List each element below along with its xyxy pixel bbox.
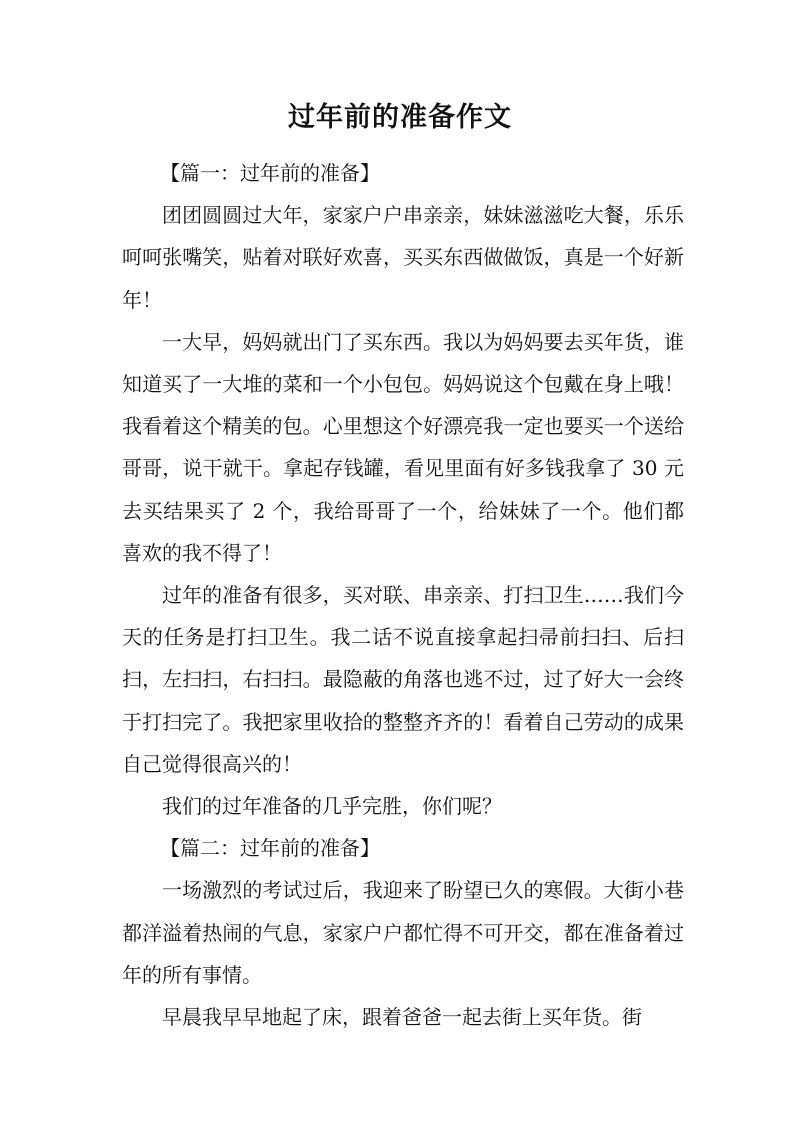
paragraph: 团团圆圆过大年，家家户户串亲亲，妹妹滋滋吃大餐，乐乐呵呵张嘴笑，贴着对联好欢喜，买买东西做做饭，真是一个好新年！ bbox=[122, 203, 684, 312]
document-title: 过年前的准备作文 bbox=[288, 102, 512, 133]
section-heading-2: 【篇二：过年前的准备】 bbox=[160, 836, 380, 861]
paragraph: 早晨我早早地起了床，跟着爸爸一起去街上买年货。街 bbox=[162, 1005, 642, 1030]
document-body bbox=[122, 152, 684, 1038]
section-heading-1: 【篇一：过年前的准备】 bbox=[160, 161, 380, 185]
paragraph: 过年的准备有很多，买对联、串亲亲、打扫卫生……我们今天的任务是打扫卫生。我二话不说直接拿起扫帚前扫扫、后扫扫，左扫扫，右扫扫。最隐蔽的角落也逃不过，过了好大一会终于打扫完了。我把家里收拾的整整齐齐的！看着自己劳动的成果自己觉得很高兴的！ bbox=[122, 583, 684, 776]
paragraph: 一大早，妈妈就出门了买东西。我以为妈妈要去买年货，谁知道买了一大堆的菜和一个小包包。妈妈说这个包戴在身上哦！我看着这个精美的包。心里想这个好漂亮我一定也要买一个送给哥哥，说干就干。拿起存钱罐，看见里面有好多钱我拿了 30 元去买结果买了 2 个，我给哥哥了一个，给妹妹了一个。他们都喜欢的我不得了！ bbox=[122, 329, 684, 565]
paragraph: 我们的过年准备的几乎完胜，你们呢？ bbox=[162, 794, 502, 819]
paragraph: 一场激烈的考试过后，我迎来了盼望已久的寒假。大街小巷都洋溢着热闹的气息，家家户户都忙得不可开交，都在准备着过年的所有事情。 bbox=[122, 878, 684, 987]
